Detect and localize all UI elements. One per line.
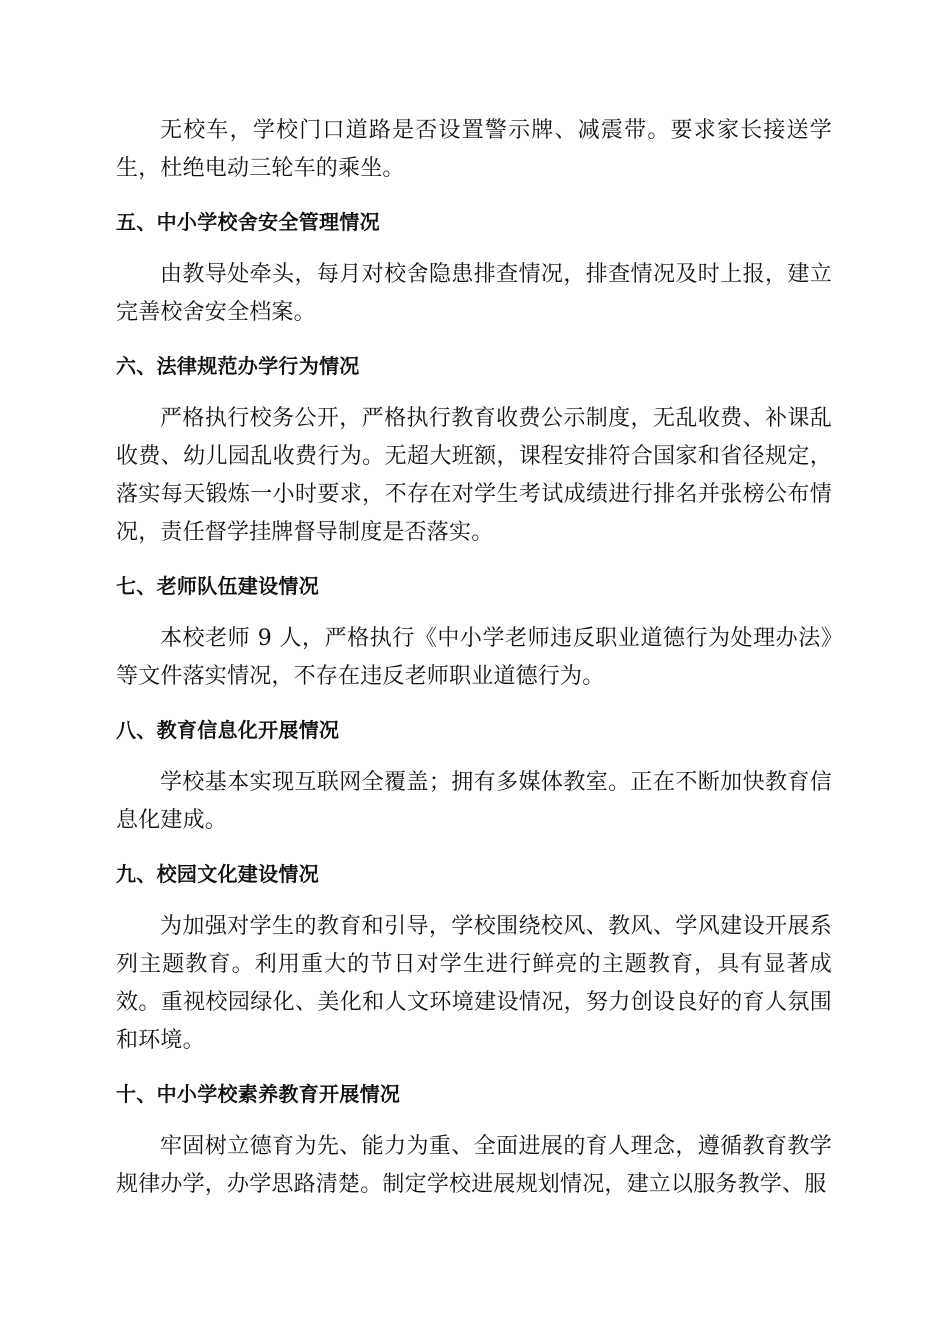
section-body-10: 牢固树立德育为先、能力为重、全面进展的育人理念，遵循教育教学规律办学，办学思路清楚。制定学校进展规划情况，建立以服务教学、服	[116, 1134, 832, 1197]
section-body-8: 学校基本实现互联网全覆盖；拥有多媒体教室。正在不断加快教育信息化建成。	[116, 770, 832, 833]
intro-paragraph: 无校车，学校门口道路是否设置警示牌、减震带。要求家长接送学生，杜绝电动三轮车的乘坐。	[116, 118, 832, 181]
document-body	[116, 112, 832, 1204]
section-heading-8: 八、教育信息化开展情况	[116, 718, 340, 742]
section-body-6: 严格执行校务公开，严格执行教育收费公示制度，无乱收费、补课乱收费、幼儿园乱收费行为。无超大班额，课程安排符合国家和省径规定，落实每天锻炼一小时要求，不存在对学生考试成绩进行排名并张榜公布情况，责任督学挂牌督导制度是否落实。	[116, 406, 832, 545]
section-body-7: 本校老师 9 人，严格执行《中小学老师违反职业道德行为处理办法》等文件落实情况，不存在违反老师职业道德行为。	[116, 626, 832, 689]
section-body-5: 由教导处牵头，每月对校舍隐患排查情况，排查情况及时上报，建立完善校舍安全档案。	[116, 262, 832, 325]
section-heading-5: 五、中小学校舍安全管理情况	[116, 210, 380, 234]
section-heading-9: 九、校园文化建设情况	[116, 862, 319, 886]
section-body-9: 为加强对学生的教育和引导，学校围绕校风、教风、学风建设开展系列主题教育。利用重大的节日对学生进行鲜亮的主题教育，具有显著成效。重视校园绿化、美化和人文环境建设情况，努力创设良好的育人氛围和环境。	[116, 914, 832, 1053]
section-heading-7: 七、老师队伍建设情况	[116, 574, 319, 598]
section-heading-6: 六、法律规范办学行为情况	[116, 354, 360, 378]
section-heading-10: 十、中小学校素养教育开展情况	[116, 1082, 401, 1106]
